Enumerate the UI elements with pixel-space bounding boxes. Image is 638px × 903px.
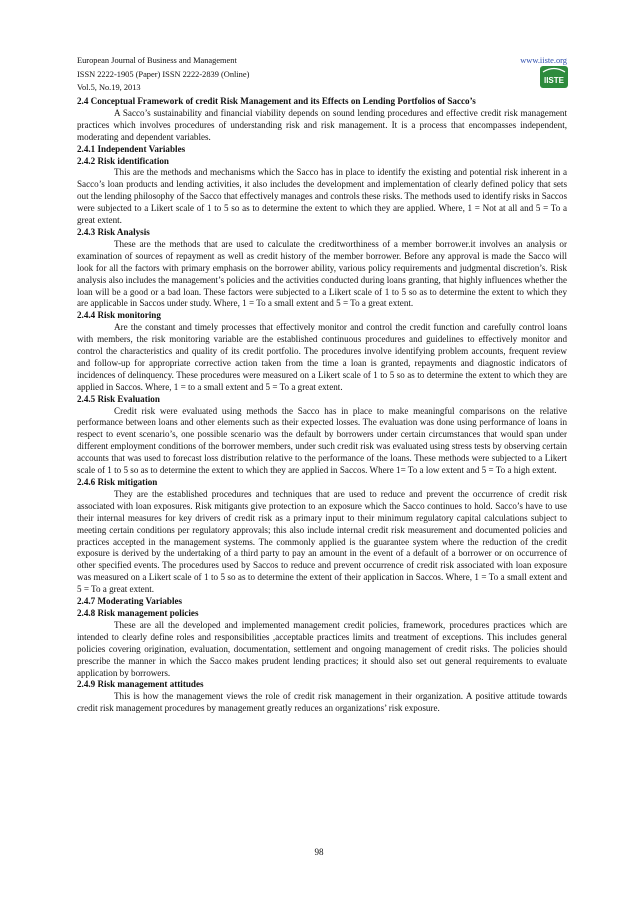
heading-2-4-9: 2.4.9 Risk management attitudes	[77, 679, 204, 690]
journal-volume: Vol.5, No.19, 2013	[77, 83, 141, 93]
journal-url-link[interactable]: www.iiste.org	[520, 56, 567, 65]
article-body	[77, 96, 567, 715]
heading-2-4-3: 2.4.3 Risk Analysis	[77, 226, 150, 237]
paragraph-2-4-8: These are all the developed and implemented management credit policies, framework, procedures practices which are intended to clearly define roles and responsibilities ,acceptable practices limits and treatment of exceptions. This includes general policies covering origination, evaluation, documentation, settlement and ongoing management of credit risks. The policies should prescribe the manner in which the Sacco makes prudent lending practices; it should also set out general requirements to evaluate application by borrowers.	[77, 619, 567, 678]
paragraph-2-4: A Sacco’s sustainability and financial viability depends on sound lending procedures and effective credit risk management practices which involves procedures of understanding risk and risk management. It is a process that encompasses independent, moderating and dependent variables.	[77, 107, 567, 142]
heading-2-4: 2.4 Conceptual Framework of credit Risk Management and its Effects on Lending Portfolios of Sacco’s	[77, 96, 476, 106]
heading-2-4-6: 2.4.6 Risk mitigation	[77, 477, 158, 487]
paragraph-2-4-9: This is how the management views the role of credit risk management in their organization. A positive attitude towards credit risk management procedures by management greatly reduces an organizations’ risk exposure.	[77, 691, 567, 714]
paragraph-2-4-6: They are the established procedures and techniques that are used to reduce and prevent the occurrence of credit risk associated with loan exposures. Risk mitigants give protection to an exposure which the Sacco continues to hold. Sacco’s have to use their internal measures for key drivers of credit risk as a primary input to their minimum regulatory capital calculations subject to meeting certain conditions per regulatory approvals; this also include internal credit risk measurement and documented policies and practices accepted in the management systems. The commonly applied is the guarantee system where the reduction of the credit exposure is derived by the undertaking of a third party to pay an amount in the event of a default of a borrower or on occurrence of other specified events. The procedures used by Saccos to reduce and prevent occurrence of credit risk associated with loan exposure was measured on a Likert scale of 1 to 5 so as to determine the extent of their application in Saccos. Where, 1 = To a small extent and 5 = To a great extent.	[77, 488, 567, 595]
journal-title: European Journal of Business and Management	[77, 56, 237, 65]
heading-2-4-4: 2.4.4 Risk monitoring	[77, 310, 161, 321]
page-number: 98	[314, 847, 324, 857]
heading-2-4-2: 2.4.2 Risk identification	[77, 155, 169, 166]
paragraph-2-4-5: Credit risk were evaluated using methods the Sacco has in place to make meaningful comparisons on the relative performance between loans and other elements such as their expected losses. The evaluation was done using performance of loans in respect to event scenario’s, one possible scenario was the default by borrowers under certain circumstances that would span under different employment conditions of the borrower members, under such credit risk was evaluated using stress tests by observing certain accounts that was used to forecast loss distribution relative to the performance of the loans. These methods were subjected to a Likert scale of 1 to 5 so as to determine the extent to which they are applied in Saccos. Where 1= To a low extent and 5 = To a high extent.	[77, 405, 567, 476]
paragraph-2-4-3: These are the methods that are used to calculate the creditworthiness of a member borrower.it involves an analysis or examination of sources of repayment as well as credit history of the member borrower. Before any approval is made the Sacco will look for all the factors with primary emphasis on the borrower ability, various policy requirements and judgmental discretion’s. Risk analysis also includes the management’s policies and the activities conducted during loans granting, that highly influences whether the loan will be a good or a bad loan. These factors were subjected to a Likert scale of 1 to 5 so as to determine the extent to which they are applicable in Saccos under study. Where, 1 = To a small extent and 5 = To a great extent.	[77, 238, 567, 309]
logo-text: IISTE	[543, 76, 565, 85]
heading-2-4-7: 2.4.7 Moderating Variables	[77, 596, 183, 607]
iiste-logo-icon	[539, 64, 569, 90]
journal-header	[77, 54, 567, 95]
journal-issn: ISSN 2222-1905 (Paper) ISSN 2222-2839 (Online)	[77, 69, 250, 79]
heading-2-4-1: 2.4.1 Independent Variables	[77, 143, 186, 154]
paragraph-2-4-4: Are the constant and timely processes that effectively monitor and control the credit function and carefully control loans with members, the risk monitoring variable are the established continuous procedures and guidelines to effectively monitor and control the characteristics and quality of its credit portfolio. The procedures involve identifying problem accounts, frequent review and follow-up for appropriate corrective action taken from the time a loan is granted, repayments and diagnostic indicators of incidences of delinquency. These procedures were measured on a Likert scale of 1 to 5 so as to determine the extent to which they are applied in Saccos. Where, 1 = to a small extent and 5 = To a great extent.	[77, 322, 567, 392]
paragraph-2-4-2: This are the methods and mechanisms which the Sacco has in place to identify the existing and potential risk inherent in a Sacco’s loan products and lending activities, it also includes the development and implementation of clearly defined policy that sets out the lending philosophy of the Sacco that effectively manages and controls these risks. The methods used to identify risks in Saccos were subjected to a Likert scale of 1 to 5 so as to determine the extent to which they are applied. Where, 1 = Not at all and 5 = To a great extent.	[77, 167, 567, 226]
heading-2-4-8: 2.4.8 Risk management policies	[77, 607, 199, 618]
heading-2-4-5: 2.4.5 Risk Evaluation	[77, 393, 160, 404]
